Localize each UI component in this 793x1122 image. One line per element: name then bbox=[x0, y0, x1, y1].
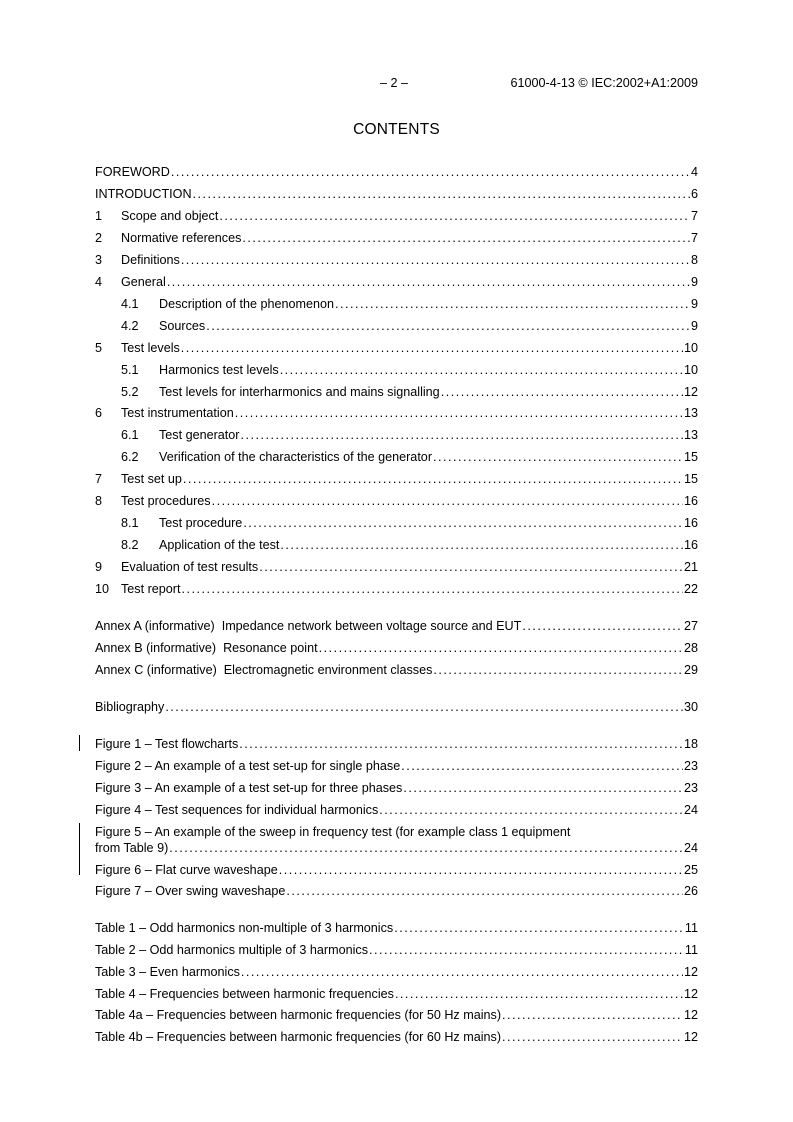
toc-entry-page: 22 bbox=[683, 582, 698, 596]
leader-dots bbox=[169, 841, 683, 855]
toc-entry-number: 8 bbox=[95, 494, 103, 508]
leader-dots bbox=[279, 863, 683, 877]
toc-entry-page: 13 bbox=[683, 428, 698, 442]
page-number: – 2 – bbox=[380, 76, 409, 90]
toc-entry-title: Test generator bbox=[159, 428, 240, 442]
leader-dots bbox=[335, 297, 690, 311]
toc-entry-title: Table 3 – Even harmonics bbox=[95, 965, 240, 979]
leader-dots bbox=[394, 921, 684, 935]
document-id: 61000-4-13 © IEC:2002+A1:2009 bbox=[510, 76, 698, 90]
toc-entry-table-4[interactable] bbox=[95, 987, 698, 1005]
leader-dots bbox=[206, 319, 690, 333]
toc-entry-page: 28 bbox=[683, 641, 698, 655]
toc-entry-number: 3 bbox=[95, 253, 103, 267]
toc-entry-number: 6 bbox=[95, 406, 103, 420]
toc-entry-clause-5-1[interactable] bbox=[95, 363, 698, 381]
toc-entry-title: Figure 4 – Test sequences for individual harmonics bbox=[95, 803, 379, 817]
toc-entry-figure-6[interactable] bbox=[95, 863, 698, 881]
toc-entry-title: Sources bbox=[159, 319, 206, 333]
toc-entry-page: 10 bbox=[683, 341, 698, 355]
leader-dots bbox=[219, 209, 690, 223]
toc-entry-page: 16 bbox=[683, 538, 698, 552]
toc-entry-title: Figure 7 – Over swing waveshape bbox=[95, 884, 286, 898]
leader-dots bbox=[369, 943, 684, 957]
toc-entry-number: 8.1 bbox=[121, 516, 139, 530]
change-bar-figure-1 bbox=[79, 735, 80, 751]
toc-entry-clause-9[interactable] bbox=[95, 560, 698, 578]
toc-entry-page: 12 bbox=[683, 965, 698, 979]
toc-entry-page: 25 bbox=[683, 863, 698, 877]
toc-entry-title: Scope and object bbox=[121, 209, 219, 223]
toc-entry-figure-1[interactable] bbox=[95, 737, 698, 755]
toc-entry-table-1[interactable] bbox=[95, 921, 698, 939]
toc-entry-table-4b[interactable] bbox=[95, 1030, 698, 1048]
contents-heading: CONTENTS bbox=[353, 121, 440, 138]
toc-entry-clause-6[interactable] bbox=[95, 406, 698, 424]
toc-entry-annex-b[interactable] bbox=[95, 641, 698, 659]
leader-dots bbox=[441, 385, 683, 399]
toc-entry-number: 7 bbox=[95, 472, 103, 486]
toc-entry-title: Test instrumentation bbox=[121, 406, 234, 420]
toc-entry-page: 16 bbox=[683, 516, 698, 530]
toc-entry-clause-6-1[interactable] bbox=[95, 428, 698, 446]
toc-entry-table-4a[interactable] bbox=[95, 1008, 698, 1026]
toc-entry-clause-8[interactable] bbox=[95, 494, 698, 512]
leader-dots bbox=[280, 363, 683, 377]
toc-entry-title: Application of the test bbox=[159, 538, 280, 552]
toc-entry-page: 24 bbox=[683, 803, 698, 817]
leader-dots bbox=[379, 803, 683, 817]
toc-entry-page: 9 bbox=[690, 275, 698, 289]
toc-entry-page: 11 bbox=[684, 921, 698, 935]
leader-dots bbox=[235, 406, 683, 420]
toc-entry-number: 5 bbox=[95, 341, 103, 355]
toc-entry-page: 9 bbox=[690, 319, 698, 333]
toc-entry-clause-2[interactable] bbox=[95, 231, 698, 249]
toc-entry-clause-8-1[interactable] bbox=[95, 516, 698, 534]
toc-entry-clause-10[interactable] bbox=[95, 582, 698, 600]
toc-entry-title: Normative references bbox=[121, 231, 242, 245]
toc-entry-title: Verification of the characteristics of the generator bbox=[159, 450, 433, 464]
toc-entry-title: Figure 3 – An example of a test set-up for three phases bbox=[95, 781, 403, 795]
toc-entry-number: 10 bbox=[95, 582, 110, 596]
toc-entry-clause-1[interactable] bbox=[95, 209, 698, 227]
toc-entry-number: 5.1 bbox=[121, 363, 139, 377]
toc-entry-number: 4 bbox=[95, 275, 103, 289]
toc-entry-annex-c[interactable] bbox=[95, 663, 698, 681]
toc-entry-title: Figure 2 – An example of a test set-up for single phase bbox=[95, 759, 401, 773]
toc-entry-number: 5.2 bbox=[121, 385, 139, 399]
toc-entry-clause-4[interactable] bbox=[95, 275, 698, 293]
toc-entry-page: 18 bbox=[683, 737, 698, 751]
toc-entry-figure-2[interactable] bbox=[95, 759, 698, 777]
toc-entry-page: 11 bbox=[684, 943, 698, 957]
toc-entry-page: 12 bbox=[683, 1008, 698, 1022]
leader-dots bbox=[171, 165, 690, 179]
toc-entry-page: 7 bbox=[690, 209, 698, 223]
leader-dots bbox=[242, 231, 690, 245]
toc-entry-number: 8.2 bbox=[121, 538, 139, 552]
toc-entry-number: 4.2 bbox=[121, 319, 139, 333]
toc-entry-title: Description of the phenomenon bbox=[159, 297, 335, 311]
toc-entry-title: Test levels bbox=[121, 341, 180, 355]
toc-entry-bibliography[interactable] bbox=[95, 700, 698, 718]
toc-entry-page: 4 bbox=[690, 165, 698, 179]
toc-entry-number: 4.1 bbox=[121, 297, 139, 311]
toc-entry-clause-4-1[interactable] bbox=[95, 297, 698, 315]
toc-entry-table-3[interactable] bbox=[95, 965, 698, 983]
leader-dots bbox=[241, 965, 683, 979]
toc-entry-title: Table 1 – Odd harmonics non-multiple of 3 harmonics bbox=[95, 921, 394, 935]
toc-entry-title: Annex A (informative) Impedance network between voltage source and EUT bbox=[95, 619, 522, 633]
toc-entry-number: 9 bbox=[95, 560, 103, 574]
leader-dots bbox=[193, 187, 690, 201]
toc-entry-page: 23 bbox=[683, 759, 698, 773]
toc-entry-introduction[interactable] bbox=[95, 187, 698, 205]
toc-entry-title: Figure 1 – Test flowcharts bbox=[95, 737, 239, 751]
leader-dots bbox=[401, 759, 683, 773]
toc-entry-title: Bibliography bbox=[95, 700, 165, 714]
toc-entry-clause-5-2[interactable] bbox=[95, 385, 698, 403]
leader-dots bbox=[239, 737, 683, 751]
leader-dots bbox=[403, 781, 683, 795]
toc-entry-page: 23 bbox=[683, 781, 698, 795]
leader-dots bbox=[241, 428, 683, 442]
toc-entry-clause-5[interactable] bbox=[95, 341, 698, 359]
toc-entry-title: Annex B (informative) Resonance point bbox=[95, 641, 318, 655]
leader-dots bbox=[259, 560, 683, 574]
toc-entry-figure-7[interactable] bbox=[95, 884, 698, 902]
leader-dots bbox=[522, 619, 683, 633]
leader-dots bbox=[319, 641, 683, 655]
toc-entry-page: 6 bbox=[690, 187, 698, 201]
toc-entry-continuation bbox=[95, 841, 698, 859]
toc-entry-page: 16 bbox=[683, 494, 698, 508]
toc-entry-page: 15 bbox=[683, 450, 698, 464]
toc-entry-title: Figure 5 – An example of the sweep in frequency test (for example class 1 equipment bbox=[95, 825, 571, 839]
toc-entry-clause-3[interactable] bbox=[95, 253, 698, 271]
toc-entry-page: 10 bbox=[683, 363, 698, 377]
toc-entry-page: 30 bbox=[683, 700, 698, 714]
toc-entry-table-2[interactable] bbox=[95, 943, 698, 961]
toc-entry-page: 12 bbox=[683, 987, 698, 1001]
change-bar-figure-5-6 bbox=[79, 823, 80, 875]
toc-entry-title-continued: from Table 9) bbox=[95, 841, 169, 855]
leader-dots bbox=[395, 987, 683, 1001]
leader-dots bbox=[433, 450, 683, 464]
toc-entry-page: 29 bbox=[683, 663, 698, 677]
toc-entry-figure-3[interactable] bbox=[95, 781, 698, 799]
leader-dots bbox=[280, 538, 683, 552]
leader-dots bbox=[183, 472, 683, 486]
toc-entry-clause-7[interactable] bbox=[95, 472, 698, 490]
toc-entry-title: Test report bbox=[121, 582, 181, 596]
toc-entry-title: FOREWORD bbox=[95, 165, 170, 179]
toc-entry-title: Test set up bbox=[121, 472, 182, 486]
toc-entry-title: Test procedures bbox=[121, 494, 211, 508]
toc-entry-title: General bbox=[121, 275, 166, 289]
leader-dots bbox=[165, 700, 683, 714]
toc-entry-title: Table 4b – Frequencies between harmonic frequencies (for 60 Hz mains) bbox=[95, 1030, 502, 1044]
toc-entry-title: Definitions bbox=[121, 253, 180, 267]
toc-entry-page: 15 bbox=[683, 472, 698, 486]
toc-entry-page: 13 bbox=[683, 406, 698, 420]
toc-entry-page: 9 bbox=[690, 297, 698, 311]
toc-entry-title: Test levels for interharmonics and mains signalling bbox=[159, 385, 440, 399]
leader-dots bbox=[212, 494, 683, 508]
toc-entry-page: 26 bbox=[683, 884, 698, 898]
toc-entry-foreword[interactable] bbox=[95, 165, 698, 183]
toc-entry-annex-a[interactable] bbox=[95, 619, 698, 637]
toc-entry-page: 21 bbox=[683, 560, 698, 574]
toc-entry-title: INTRODUCTION bbox=[95, 187, 192, 201]
toc-entry-title: Figure 6 – Flat curve waveshape bbox=[95, 863, 278, 877]
leader-dots bbox=[502, 1008, 683, 1022]
leader-dots bbox=[181, 253, 690, 267]
toc-entry-title: Annex C (informative) Electromagnetic environment classes bbox=[95, 663, 433, 677]
leader-dots bbox=[182, 582, 683, 596]
toc-entry-page: 7 bbox=[690, 231, 698, 245]
toc-entry-page: 12 bbox=[683, 385, 698, 399]
leader-dots bbox=[433, 663, 683, 677]
toc-entry-page: 8 bbox=[690, 253, 698, 267]
toc-entry-title: Table 2 – Odd harmonics multiple of 3 harmonics bbox=[95, 943, 368, 957]
leader-dots bbox=[286, 884, 683, 898]
leader-dots bbox=[502, 1030, 683, 1044]
leader-dots bbox=[181, 341, 683, 355]
toc-entry-title: Evaluation of test results bbox=[121, 560, 259, 574]
toc-entry-clause-6-2[interactable] bbox=[95, 450, 698, 468]
toc-entry-clause-4-2[interactable] bbox=[95, 319, 698, 337]
toc-entry-title: Test procedure bbox=[159, 516, 243, 530]
toc-entry-page: 24 bbox=[683, 841, 698, 855]
toc-entry-number: 6.1 bbox=[121, 428, 139, 442]
toc-entry-number: 6.2 bbox=[121, 450, 139, 464]
toc-entry-page: 12 bbox=[683, 1030, 698, 1044]
toc-entry-number: 1 bbox=[95, 209, 103, 223]
toc-entry-figure-4[interactable] bbox=[95, 803, 698, 821]
leader-dots bbox=[243, 516, 683, 530]
toc-entry-clause-8-2[interactable] bbox=[95, 538, 698, 556]
toc-entry-page: 27 bbox=[683, 619, 698, 633]
toc-entry-title: Table 4a – Frequencies between harmonic frequencies (for 50 Hz mains) bbox=[95, 1008, 502, 1022]
toc-entry-title: Harmonics test levels bbox=[159, 363, 279, 377]
toc-entry-number: 2 bbox=[95, 231, 103, 245]
leader-dots bbox=[167, 275, 690, 289]
toc-entry-title: Table 4 – Frequencies between harmonic frequencies bbox=[95, 987, 394, 1001]
